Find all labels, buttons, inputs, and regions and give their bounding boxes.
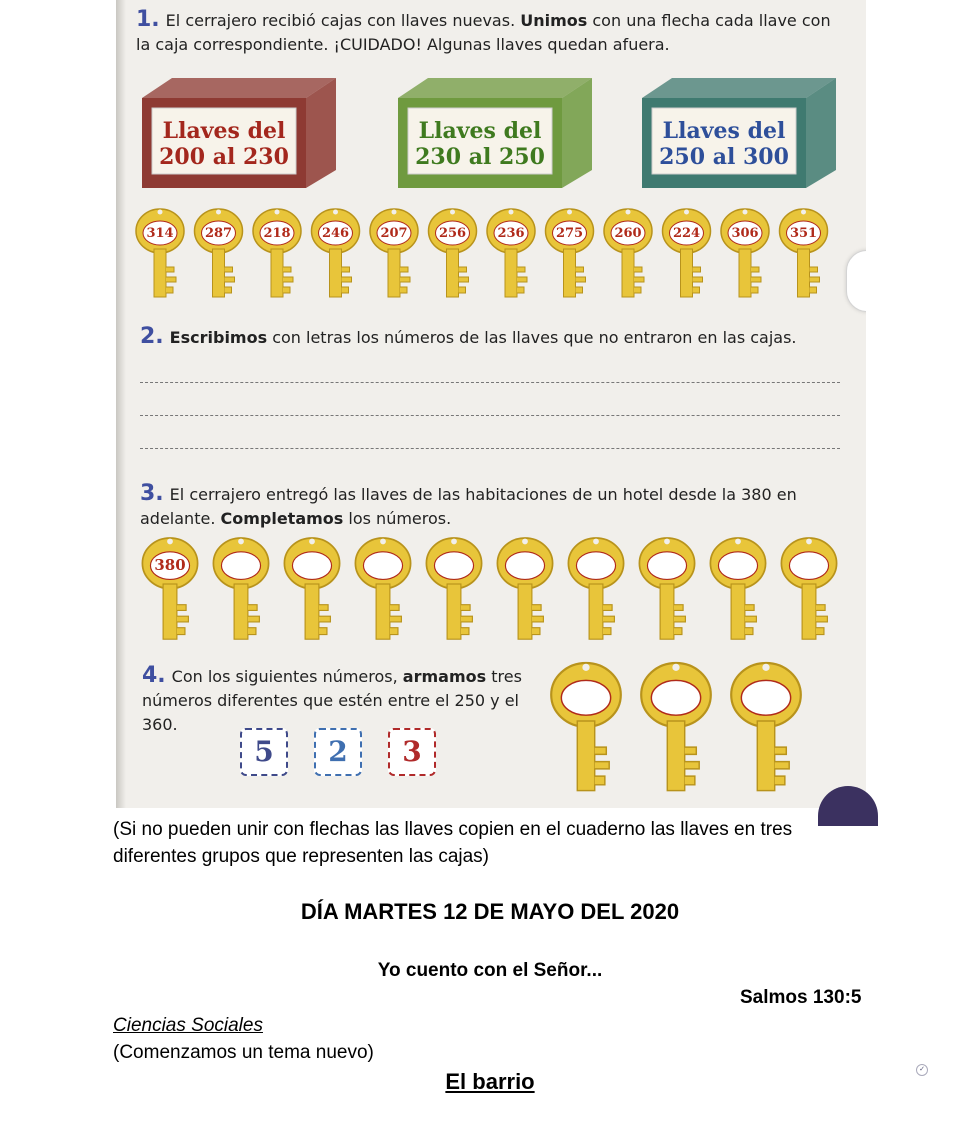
answer-key-3[interactable] <box>731 663 801 791</box>
key-box-3 <box>642 78 836 188</box>
key-306[interactable] <box>721 209 769 297</box>
key-number: 351 <box>789 226 818 241</box>
key-number: 260 <box>614 226 642 241</box>
exercise-1-instructions: 1. El cerrajero recibió cajas con llaves nuevas. Unimos con una flecha cada llave con la caja correspondiente. ¡CUIDADO! Algunas llaves quedan afuera. <box>136 7 831 54</box>
key-351[interactable] <box>780 209 828 297</box>
key-number: 306 <box>731 226 759 241</box>
exercise-number: 1. <box>136 7 160 32</box>
topic-title: El barrio <box>445 1069 535 1094</box>
key-260[interactable] <box>604 209 652 297</box>
blank-key-2[interactable] <box>213 538 268 639</box>
subject-title: Ciencias Sociales <box>113 1015 263 1036</box>
answer-key-1[interactable] <box>551 663 621 791</box>
key-box-2 <box>398 78 592 188</box>
box-label-line1: Llaves del <box>418 118 542 144</box>
digit-card-5: 5 <box>240 728 288 776</box>
key-number: 207 <box>380 226 408 241</box>
key-275[interactable] <box>546 209 594 297</box>
answer-line[interactable] <box>140 382 840 384</box>
key-number: 236 <box>497 226 525 241</box>
key-number: 246 <box>321 226 350 241</box>
key-207[interactable] <box>370 209 418 297</box>
key-256[interactable] <box>429 209 477 297</box>
key-number: 380 <box>154 556 186 575</box>
key-287[interactable] <box>195 209 243 297</box>
blank-key-8[interactable] <box>639 538 694 639</box>
blank-key-7[interactable] <box>568 538 623 639</box>
exercise-2-instructions: 2. Escribimos con letras los números de las llaves que no entraron en las cajas. <box>140 324 797 349</box>
blank-key-9[interactable] <box>710 538 765 639</box>
edit-icon[interactable]: ✓ <box>916 1064 928 1076</box>
blank-key-4[interactable] <box>355 538 410 639</box>
key-boxes <box>116 70 866 200</box>
key-box-1 <box>142 78 336 188</box>
verse-text: Yo cuento con el Señor... <box>377 960 603 981</box>
digit-card-3: 3 <box>388 728 436 776</box>
answer-key-2[interactable] <box>641 663 711 791</box>
note-paragraph: (Si no pueden unir con flechas las llaves copien en el cuaderno las llaves en tres diferentes grupos que representen las cajas) <box>113 819 793 867</box>
box-label-line1: Llaves del <box>162 118 286 144</box>
date-heading: DÍA MARTES 12 DE MAYO DEL 2020 <box>300 899 680 924</box>
blank-key-5[interactable] <box>426 538 481 639</box>
scan-shadow <box>116 0 126 808</box>
key-number: 218 <box>263 226 291 241</box>
blank-key-3[interactable] <box>284 538 339 639</box>
box-label-range: 230 al 250 <box>415 144 545 170</box>
key-218[interactable] <box>253 209 301 297</box>
key-224[interactable] <box>663 209 711 297</box>
exercise-3-instructions: 3. El cerrajero entregó las llaves de las habitaciones de un hotel desde la 380 en adelante. Completamos los números. <box>140 481 797 528</box>
answer-line[interactable] <box>140 448 840 450</box>
digit-card-2: 2 <box>314 728 362 776</box>
keys-row-exercise-1 <box>116 205 866 305</box>
blank-key-10[interactable] <box>781 538 836 639</box>
key-number: 224 <box>672 226 701 241</box>
subject-note: (Comenzamos un tema nuevo) <box>113 1042 374 1063</box>
exercise-4-instructions: 4. Con los siguientes números, armamos tres números diferentes que estén entre el 250 y el 360. <box>142 663 522 734</box>
keys-row-exercise-4 <box>536 655 836 795</box>
key-246[interactable] <box>312 209 360 297</box>
key-number: 287 <box>204 226 233 241</box>
worksheet-scan <box>116 0 866 808</box>
answer-line[interactable] <box>140 415 840 417</box>
key-number: 256 <box>438 226 467 241</box>
answer-lines[interactable] <box>140 382 840 481</box>
key-number: 314 <box>146 226 174 241</box>
verse-reference: Salmos 130:5 <box>740 987 862 1008</box>
box-label-range: 250 al 300 <box>659 144 789 170</box>
box-label-line1: Llaves del <box>662 118 786 144</box>
key-236[interactable] <box>487 209 535 297</box>
blank-key-6[interactable] <box>497 538 552 639</box>
key-number: 275 <box>555 226 584 241</box>
key-314[interactable] <box>136 209 184 297</box>
keys-row-exercise-3 <box>116 532 866 644</box>
box-label-range: 200 al 230 <box>159 144 289 170</box>
blank-key-1[interactable] <box>142 538 197 639</box>
